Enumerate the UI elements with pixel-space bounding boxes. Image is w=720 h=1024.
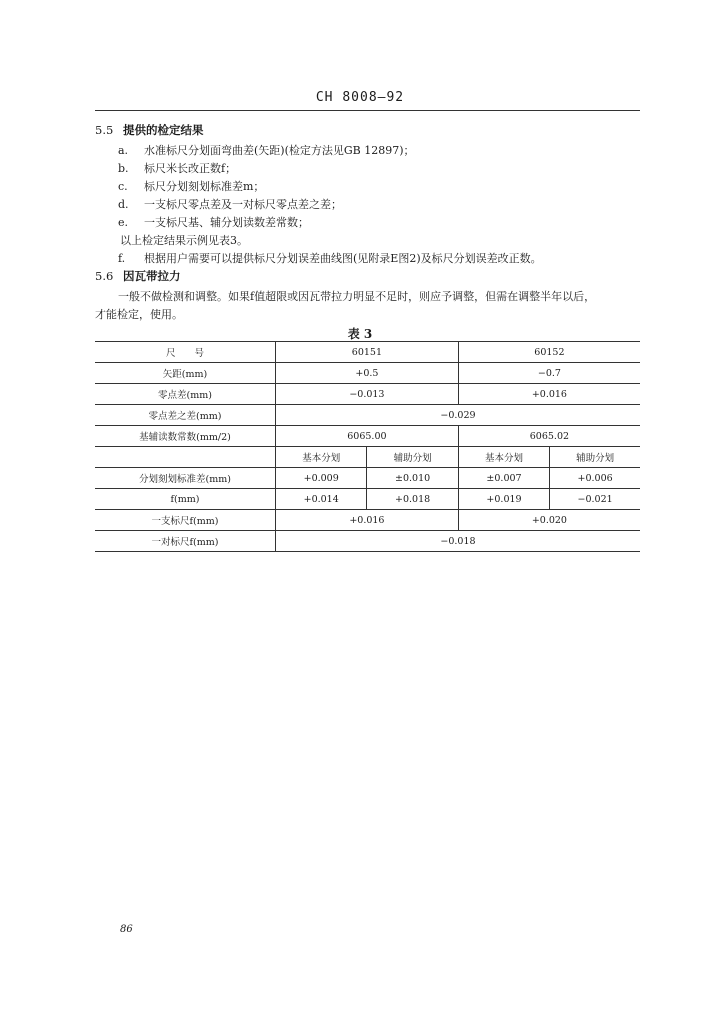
section-title: 提供的检定结果 bbox=[123, 123, 204, 137]
table-row bbox=[95, 384, 640, 405]
cell-value: +0.009 bbox=[276, 468, 367, 489]
paragraph-line: 一般不做检测和调整。如果f值超限或因瓦带拉力明显不足时，则应予调整，但需在调整半年以后， bbox=[118, 290, 596, 303]
cell-value: −0.021 bbox=[550, 489, 640, 510]
cell-value: 6065.00 bbox=[276, 426, 459, 447]
row-label: 一支标尺f(mm) bbox=[95, 510, 276, 531]
cell-value: +0.016 bbox=[458, 384, 640, 405]
table-row bbox=[95, 426, 640, 447]
cell-value: −0.7 bbox=[458, 363, 640, 384]
table-3 bbox=[95, 341, 640, 552]
item-text: 根据用户需要可以提供标尺分划误差曲线图(见附录E图2)及标尺分划误差改正数。 bbox=[144, 252, 542, 265]
cell-value: 6065.02 bbox=[458, 426, 640, 447]
table-row bbox=[95, 447, 640, 468]
row-label: f(mm) bbox=[95, 489, 276, 510]
item-marker: a. bbox=[118, 144, 129, 157]
table-row bbox=[95, 363, 640, 384]
row-label: 尺 号 bbox=[95, 342, 276, 363]
cell-value: −0.018 bbox=[276, 531, 641, 552]
cell-value: +0.019 bbox=[458, 489, 549, 510]
row-label: 分划刻划标准差(mm) bbox=[95, 468, 276, 489]
sub-header: 基本分划 bbox=[276, 447, 367, 468]
list-item bbox=[118, 142, 415, 158]
row-label: 零点差之差(mm) bbox=[95, 405, 276, 426]
item-text: 一支标尺零点差及一对标尺零点差之差； bbox=[144, 198, 342, 211]
table-row bbox=[95, 510, 640, 531]
table-row bbox=[95, 342, 640, 363]
cell-value: +0.014 bbox=[276, 489, 367, 510]
table-caption: 表 3 bbox=[347, 327, 373, 341]
item-marker: e. bbox=[118, 216, 129, 229]
table-row bbox=[95, 489, 640, 510]
cell-value: −0.013 bbox=[276, 384, 459, 405]
row-label: 基辅读数常数(mm/2) bbox=[95, 426, 276, 447]
item-marker: b. bbox=[118, 162, 129, 175]
sub-header: 基本分划 bbox=[458, 447, 549, 468]
section-5-5-heading bbox=[95, 122, 204, 138]
standard-code-header: CH 8008—92 bbox=[315, 90, 405, 105]
paragraph-line: 才能检定，使用。 bbox=[95, 308, 183, 321]
section-number: 5.6 bbox=[95, 269, 114, 283]
item-text: 水准标尺分划面弯曲差(矢距)(检定方法见GB 12897)； bbox=[144, 144, 415, 157]
item-text: 标尺分划刻划标准差m； bbox=[144, 180, 265, 193]
page-number: 86 bbox=[120, 924, 133, 935]
ruler-number: 60152 bbox=[458, 342, 640, 363]
table-row bbox=[95, 468, 640, 489]
section-number: 5.5 bbox=[95, 123, 114, 137]
item-text: 一支标尺基、辅分划读数差常数； bbox=[144, 216, 309, 229]
sub-header: 辅助分划 bbox=[367, 447, 458, 468]
sub-header: 辅助分划 bbox=[550, 447, 640, 468]
table-row bbox=[95, 531, 640, 552]
list-item bbox=[118, 214, 309, 230]
cell-value: +0.020 bbox=[458, 510, 640, 531]
row-label: 一对标尺f(mm) bbox=[95, 531, 276, 552]
item-marker: d. bbox=[118, 198, 129, 211]
cell-value: ±0.007 bbox=[458, 468, 549, 489]
table-row bbox=[95, 405, 640, 426]
item-marker: f. bbox=[118, 252, 126, 265]
section-title: 因瓦带拉力 bbox=[123, 269, 181, 283]
cell-value: +0.006 bbox=[550, 468, 640, 489]
item-text: 标尺米长改正数f； bbox=[144, 162, 237, 175]
cell-value: −0.029 bbox=[276, 405, 641, 426]
cell-value: +0.016 bbox=[276, 510, 459, 531]
ruler-number: 60151 bbox=[276, 342, 459, 363]
list-item bbox=[118, 160, 236, 176]
header-rule bbox=[95, 110, 640, 111]
list-item bbox=[118, 178, 264, 194]
row-label: 矢距(mm) bbox=[95, 363, 276, 384]
row-label: 零点差(mm) bbox=[95, 384, 276, 405]
cell-value: +0.018 bbox=[367, 489, 458, 510]
row-label bbox=[95, 447, 276, 468]
cell-value: +0.5 bbox=[276, 363, 459, 384]
list-item bbox=[118, 250, 542, 266]
item-marker: c. bbox=[118, 180, 128, 193]
section-5-6-heading bbox=[95, 268, 181, 284]
list-item bbox=[118, 196, 342, 212]
cell-value: ±0.010 bbox=[367, 468, 458, 489]
results-note: 以上检定结果示例见表3。 bbox=[120, 234, 248, 247]
